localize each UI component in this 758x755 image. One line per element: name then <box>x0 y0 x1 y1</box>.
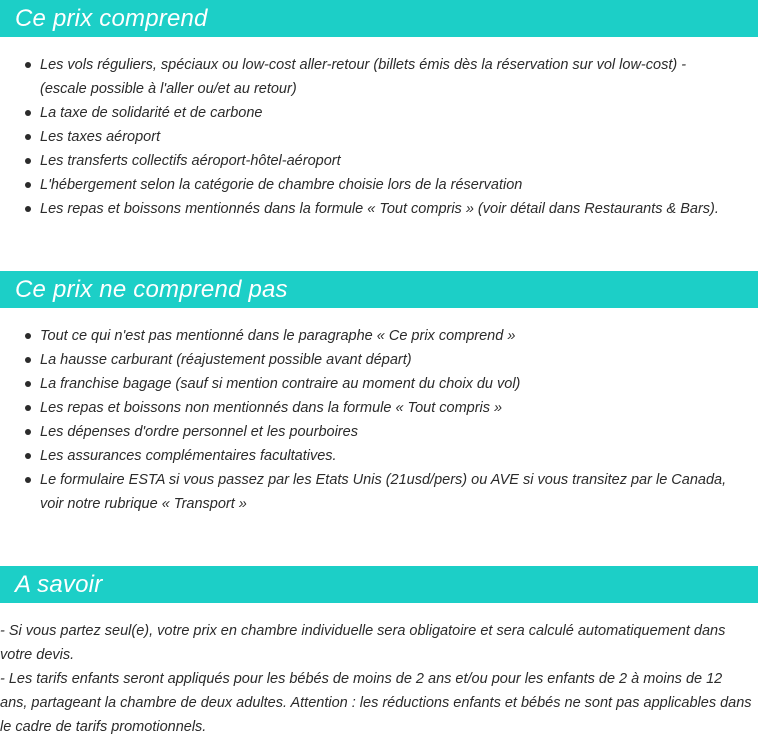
list-item: Les assurances complémentaires facultatives. <box>0 444 758 468</box>
includes-list <box>0 53 758 221</box>
bullet-icon <box>25 333 31 339</box>
section-title-excludes: Ce prix ne comprend pas <box>15 275 288 303</box>
bullet-icon <box>25 182 31 188</box>
bullet-icon <box>25 206 31 212</box>
bullet-icon <box>25 110 31 116</box>
section-title-includes: Ce prix comprend <box>15 4 208 32</box>
list-item: Le formulaire ESTA si vous passez par les Etats Unis (21usd/pers) ou AVE si vous transitez par le Canada, voir notre rubrique « Transport » <box>0 468 758 516</box>
list-item: La franchise bagage (sauf si mention contraire au moment du choix du vol) <box>0 372 758 396</box>
bullet-icon <box>25 405 31 411</box>
bullet-icon <box>25 134 31 140</box>
bullet-icon <box>25 429 31 435</box>
list-item: Les repas et boissons non mentionnés dans la formule « Tout compris » <box>0 396 758 420</box>
savoir-paragraph: - Si vous partez seul(e), votre prix en chambre individuelle sera obligatoire et sera calculé automatiquement dans votre devis. <box>0 623 726 663</box>
list-item: Les dépenses d'ordre personnel et les pourboires <box>0 420 758 444</box>
section-title-savoir: A savoir <box>15 570 103 598</box>
bullet-icon <box>25 62 31 68</box>
savoir-text <box>0 619 758 739</box>
savoir-paragraph: - Les tarifs enfants seront appliqués pour les bébés de moins de 2 ans et/ou pour les enfants de 2 à moins de 12 ans, partageant la chambre de deux adultes. Attention : les réductions enfants et bébés ne sont pas applicables dans le cadre de tarifs promotionnels. <box>0 671 752 735</box>
section-header-savoir <box>0 566 758 603</box>
list-item: Les transferts collectifs aéroport-hôtel-aéroport <box>0 149 758 173</box>
bullet-icon <box>25 453 31 459</box>
list-item: Les taxes aéroport <box>0 125 758 149</box>
list-item: La taxe de solidarité et de carbone <box>0 101 758 125</box>
section-header-excludes <box>0 271 758 308</box>
list-item: Tout ce qui n'est pas mentionné dans le paragraphe « Ce prix comprend » <box>0 324 758 348</box>
list-item: La hausse carburant (réajustement possible avant départ) <box>0 348 758 372</box>
list-item: Les vols réguliers, spéciaux ou low-cost aller-retour (billets émis dès la réservation sur vol low-cost) - (escale possible à l'aller ou/et au retour) <box>0 53 758 101</box>
excludes-list <box>0 324 758 516</box>
bullet-icon <box>25 158 31 164</box>
bullet-icon <box>25 381 31 387</box>
bullet-icon <box>25 357 31 363</box>
list-item: Les repas et boissons mentionnés dans la formule « Tout compris » (voir détail dans Restaurants & Bars). <box>0 197 758 221</box>
bullet-icon <box>25 477 31 483</box>
section-header-includes <box>0 0 758 37</box>
list-item: L'hébergement selon la catégorie de chambre choisie lors de la réservation <box>0 173 758 197</box>
